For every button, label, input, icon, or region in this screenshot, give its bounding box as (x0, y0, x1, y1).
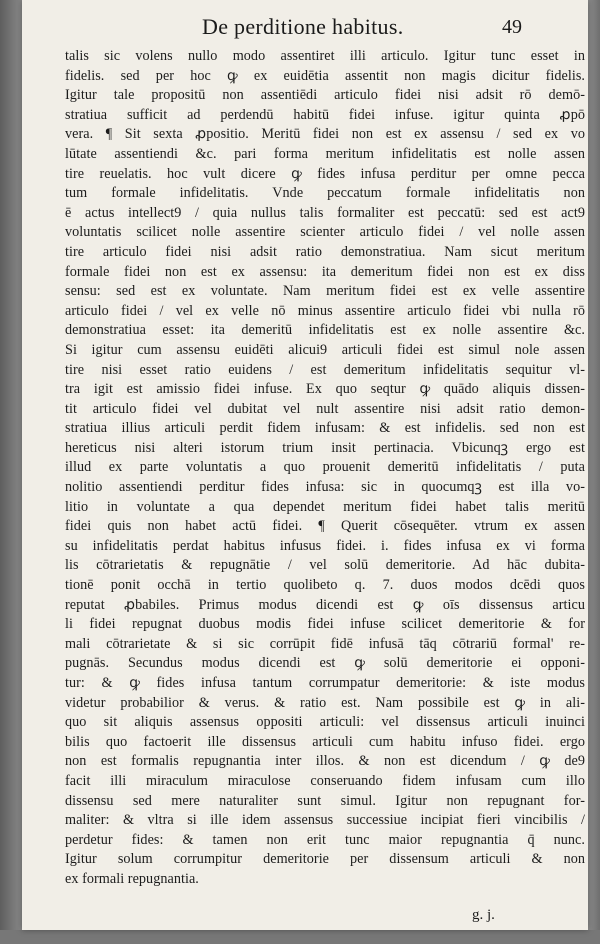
text-line: stratiua sufficit ad perdendū habitū fidei infuse. igitur quinta ꝓpō (65, 106, 585, 123)
running-title: De perditione habitus. (202, 14, 404, 39)
main-text-block (65, 47, 585, 890)
text-line: tire reuelatis. hoc vult dicere ꝙ fides infusa perditur per omne pecca (65, 165, 585, 182)
text-line: quo sit aliquis assensus oppositi articuli: vel dissensus articuli inuinci (65, 714, 585, 731)
text-line: perdetur fides: & tamen non erit tunc maior repugnantia q̄ nunc. (65, 831, 585, 848)
text-line: mali cōtrarietate & si sic corrūpit fidē infusā tāq cōtrariū formal' re- (65, 635, 585, 652)
text-line: Igitur solum corrumpitur demeritorie per dissensum articuli & non (65, 851, 585, 868)
text-line: maliter: & vltra si ille idem assensus successiue incipiat fieri vincibilis / (65, 812, 585, 829)
text-line: non est formalis repugnantia inter illos. & non est dicendum / ꝙ de9 (65, 753, 585, 770)
text-line: lūtate assentiendi &c. pari forma meritum infidelitatis est nolle assen (65, 145, 585, 162)
text-line: demonstratiua esset: ita demeritū infidelitatis est ex nolle assentire &c. (65, 322, 585, 339)
text-line: fidelis. sed per hoc ꝙ ex euidētia assentit non magis dicitur fidelis. (65, 67, 585, 84)
text-line: pugnās. Secundus modus dicendi est ꝙ solū demeritorie ei opponi- (65, 655, 585, 672)
text-line: su infidelitatis perdat habitus infusus fidei. i. fides infusa ex vi forma (65, 537, 585, 554)
text-line: tra igit est amissio fidei infuse. Ex quo seqtur ꝙ quādo aliquis dissen- (65, 381, 585, 398)
text-line: sensu: sed est ex voluntate. Nam meritum fidei est ex velle assentire (65, 283, 585, 300)
text-line: tire articulo fidei nisi adsit ratio demonstratiua. Nam sicut meritum (65, 243, 585, 260)
book-gutter-shadow (0, 0, 22, 944)
text-line: tit articulo fidei vel dubitat vel nult assentire nisi adsit ratio demon- (65, 400, 585, 417)
text-line: hereticus nisi alteri istorum trium insit pertinacia. Vbicunqꝫ ergo est (65, 439, 585, 456)
text-line: nolitio assentiendi perditur fides infusa: sic in quocumqꝫ est illa vo- (65, 479, 585, 496)
signature-mark: g. j. (472, 907, 495, 923)
text-line: Si igitur cum assensu euidēti alicui9 articuli fidei est simul nole assen (65, 341, 585, 358)
text-line: reputat ꝓbabiles. Primus modus dicendi est ꝙ oīs dissensus articu (65, 596, 585, 613)
text-line: li fidei repugnat duobus modis fidei infuse scilicet demeritorie & for (65, 616, 585, 633)
text-line: videtur probabilior & verus. & ratio est. Nam possibile est ꝙ in ali- (65, 694, 585, 711)
text-line: litio in voluntate a qua dependet meritum fidei habet talis meritū (65, 498, 585, 515)
text-line: voluntatis scilicet nolle assentire scienter articulo fidei / vel nolle assen (65, 224, 585, 241)
book-bottom-shadow (0, 930, 600, 944)
text-line: fidei quis non habet actū fidei. ¶ Querit cōsequēter. vtrum ex assen (65, 518, 585, 535)
text-line: lis cōtrarietatis & repugnātie / vel solū demeritorie. Ad hāc dubita- (65, 557, 585, 574)
running-header (202, 14, 532, 42)
text-line: formale fidei non est ex assensu: ita demeritum fidei non est ex diss (65, 263, 585, 280)
text-line: talis sic volens nullo modo assentiret illi articulo. Igitur tunc esset in (65, 48, 585, 64)
book-edge-shadow (588, 0, 600, 944)
text-line: stratiua illius articuli perdit fidem infusam: & est infidelis. sed non est (65, 420, 585, 437)
text-line: ē actus intellect9 / quia nullus talis formaliter est peccatū: sed est act9 (65, 204, 585, 221)
book-page (22, 0, 588, 930)
text-line: tire nisi esset ratio euidens / est demeritum infidelitatis sequitur vl- (65, 361, 585, 378)
text-line: bilis quo factoerit ille dissensus articuli cum habitu infuso fidei. ergo (65, 733, 585, 750)
text-line: dissensu sed mere naturaliter sunt simul. Igitur non repugnant for- (65, 792, 585, 809)
text-line: illud ex parte voluntatis a quo prouenit demeritū infidelitatis / puta (65, 459, 585, 476)
text-line: tum formale infidelitatis. Vnde peccatum formale infidelitatis non (65, 185, 585, 202)
text-line: articulo fidei / vel ex velle nō minus assentire articulo fidei vbi nulla rō (65, 302, 585, 319)
text-line: tionē ponit occhā in tertio quolibeto q. 7. duos modos dcēdi quos (65, 577, 585, 594)
text-line: ex formali repugnantia. (65, 870, 199, 887)
text-line: Igitur tale propositū non assentiēdi articulo fidei nisi adsit rō demō- (65, 87, 585, 104)
text-line: tur: & ꝙ fides infusa tantum corrumpatur demeritorie: & iste modus (65, 675, 585, 691)
folio-number: 49 (502, 16, 522, 38)
text-line: facit illi miraculum miraculose conseruando fidem infusam cum illo (65, 772, 585, 789)
text-line: vera. ¶ Sit sexta ꝓpositio. Meritū fidei non est ex assensu / sed ex vo (65, 126, 585, 143)
